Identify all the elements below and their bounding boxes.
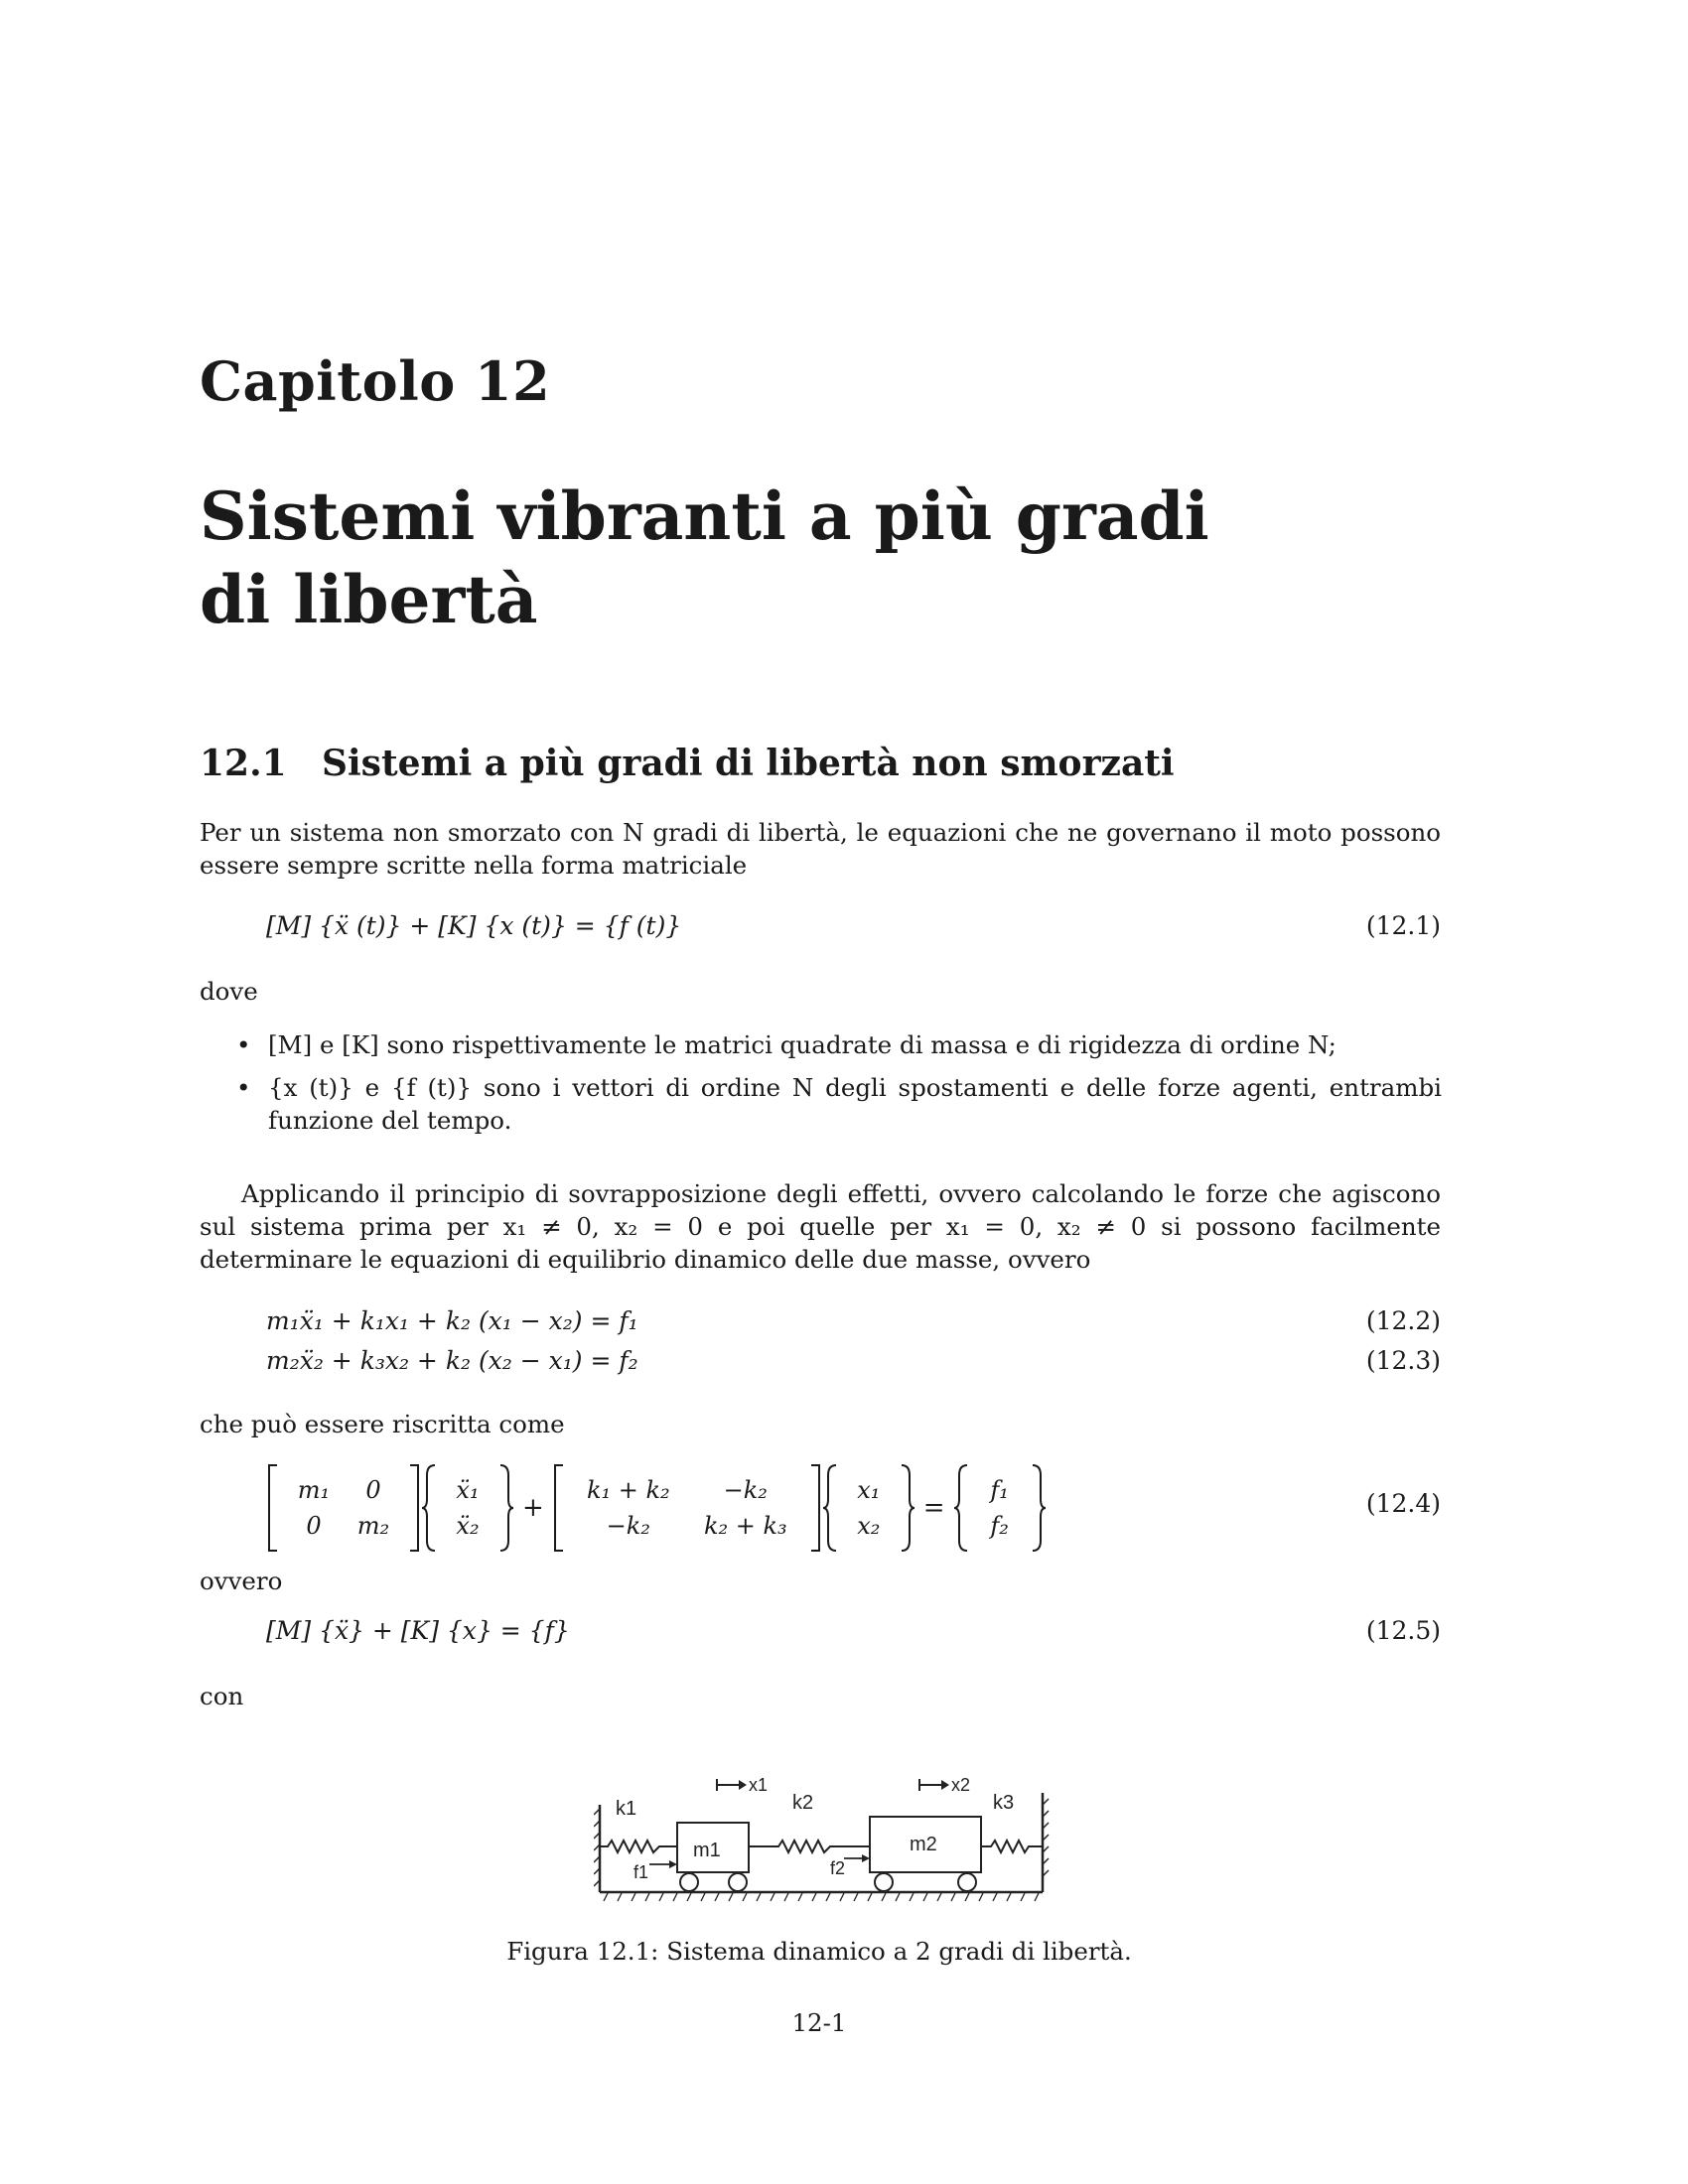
f2-arrowhead <box>862 1854 870 1862</box>
label-k2: k2 <box>792 1792 814 1814</box>
list-item: • {x (t)} e {f (t)} sono i vettori di ordine N degli spostamenti e delle forze agenti, entrambi funzione del tempo. <box>236 1071 1442 1137</box>
mass-matrix <box>278 1476 409 1540</box>
equation-12-3: m₂ẍ₂ + k₃x₂ + k₂ (x₂ − x₁) = f₂ <box>266 1346 638 1375</box>
wheel <box>958 1873 976 1891</box>
section-title <box>200 743 1175 784</box>
vector-cell: x₂ <box>857 1512 881 1540</box>
matrix-cell: 0 <box>365 1476 381 1504</box>
left-curly-brace <box>421 1463 437 1553</box>
two-dof-system-figure <box>594 1765 1056 1904</box>
intro-paragraph: Per un sistema non smorzato con N gradi di libertà, le equazioni che ne governano il moto possono essere sempre scritte nella forma matriciale <box>200 818 1441 880</box>
list-item: • [M] e [K] sono rispettivamente le matrici quadrate di massa e di rigidezza di ordine N; <box>236 1028 1442 1061</box>
label-m1: m1 <box>693 1840 721 1861</box>
dove-label: dove <box>200 977 258 1006</box>
matrix-cell: −k₂ <box>606 1512 650 1540</box>
equation-number-12-1: (12.1) <box>1365 911 1441 940</box>
label-k1: k1 <box>616 1798 637 1820</box>
displacement-vector <box>838 1476 900 1540</box>
plus-sign: + <box>522 1493 544 1523</box>
section-heading: Sistemi a più gradi di libertà non smorzati <box>322 743 1175 784</box>
chapter-title: Sistemi vibranti a più gradi di libertà <box>200 478 1209 638</box>
wheel <box>875 1873 893 1891</box>
acceleration-vector <box>437 1476 498 1540</box>
x1-arrowhead <box>739 1780 747 1790</box>
x2-arrowhead <box>941 1780 949 1790</box>
left-square-bracket <box>552 1463 564 1553</box>
vector-cell: f₁ <box>990 1476 1009 1504</box>
superposition-paragraph: Applicando il principio di sovrapposizione degli effetti, ovvero calcolando le forze che agiscono sul sistema prima per x₁ ≠ 0, x₂ = 0 e poi quelle per x₁ = 0, x₂ ≠ 0 si possono facilmente determinare le equazioni di equilibrio dinamico delle due masse, ovvero <box>200 1179 1441 1274</box>
right-square-bracket <box>409 1463 421 1553</box>
label-k3: k3 <box>993 1792 1015 1814</box>
chapter-label: Capitolo 12 <box>200 349 551 413</box>
left-square-bracket <box>266 1463 278 1553</box>
equation-number-12-5: (12.5) <box>1365 1616 1441 1645</box>
rewrite-paragraph: che può essere riscritta come <box>200 1410 565 1438</box>
f1-arrowhead <box>669 1860 677 1868</box>
spring-k2 <box>749 1841 870 1852</box>
matrix-cell: m₂ <box>356 1512 390 1540</box>
ovvero-label: ovvero <box>200 1567 283 1595</box>
equation-12-5: [M] {ẍ} + [K] {x} = {f} <box>266 1616 570 1645</box>
equation-12-1: [M] {ẍ (t)} + [K] {x (t)} = {f (t)} <box>266 911 682 940</box>
right-curly-brace <box>498 1463 514 1553</box>
section-number: 12.1 <box>200 743 287 784</box>
vector-cell: ẍ₁ <box>456 1476 480 1504</box>
vector-cell: ẍ₂ <box>456 1512 480 1540</box>
wheel <box>729 1873 747 1891</box>
page-number: 12-1 <box>791 2008 847 2037</box>
equation-number-12-3: (12.3) <box>1365 1346 1441 1375</box>
left-curly-brace <box>822 1463 838 1553</box>
left-curly-brace <box>953 1463 969 1553</box>
matrix-cell: 0 <box>306 1512 322 1540</box>
x1-arrow <box>717 1779 739 1791</box>
right-curly-brace <box>900 1463 915 1553</box>
stiffness-matrix <box>564 1476 810 1540</box>
ground-hatch <box>604 1893 1039 1901</box>
equation-number-12-4: (12.4) <box>1365 1489 1441 1518</box>
x2-arrow <box>919 1779 941 1791</box>
vector-cell: f₂ <box>990 1512 1009 1540</box>
label-f1: f1 <box>633 1862 649 1882</box>
right-curly-brace <box>1031 1463 1047 1553</box>
matrix-cell: k₂ + k₃ <box>703 1512 787 1540</box>
figure-caption: Figura 12.1: Sistema dinamico a 2 gradi di libertà. <box>506 1937 1132 1966</box>
matrix-cell: m₁ <box>297 1476 331 1504</box>
equation-number-12-2: (12.2) <box>1365 1306 1441 1335</box>
wheel <box>680 1873 698 1891</box>
con-label: con <box>200 1682 244 1710</box>
matrix-cell: k₁ + k₂ <box>586 1476 670 1504</box>
equation-12-4 <box>266 1463 1047 1553</box>
label-x2: x2 <box>951 1775 971 1795</box>
label-m2: m2 <box>910 1834 937 1855</box>
equals-sign: = <box>922 1493 945 1523</box>
right-square-bracket <box>810 1463 822 1553</box>
definition-list <box>236 1028 1442 1147</box>
matrix-cell: −k₂ <box>723 1476 768 1504</box>
label-x1: x1 <box>749 1775 769 1795</box>
label-f2: f2 <box>830 1858 846 1878</box>
force-vector <box>969 1476 1031 1540</box>
equation-12-2: m₁ẍ₁ + k₁x₁ + k₂ (x₁ − x₂) = f₁ <box>266 1306 638 1335</box>
spring-k3 <box>981 1841 1043 1852</box>
spring-k1 <box>600 1841 677 1852</box>
vector-cell: x₁ <box>857 1476 881 1504</box>
